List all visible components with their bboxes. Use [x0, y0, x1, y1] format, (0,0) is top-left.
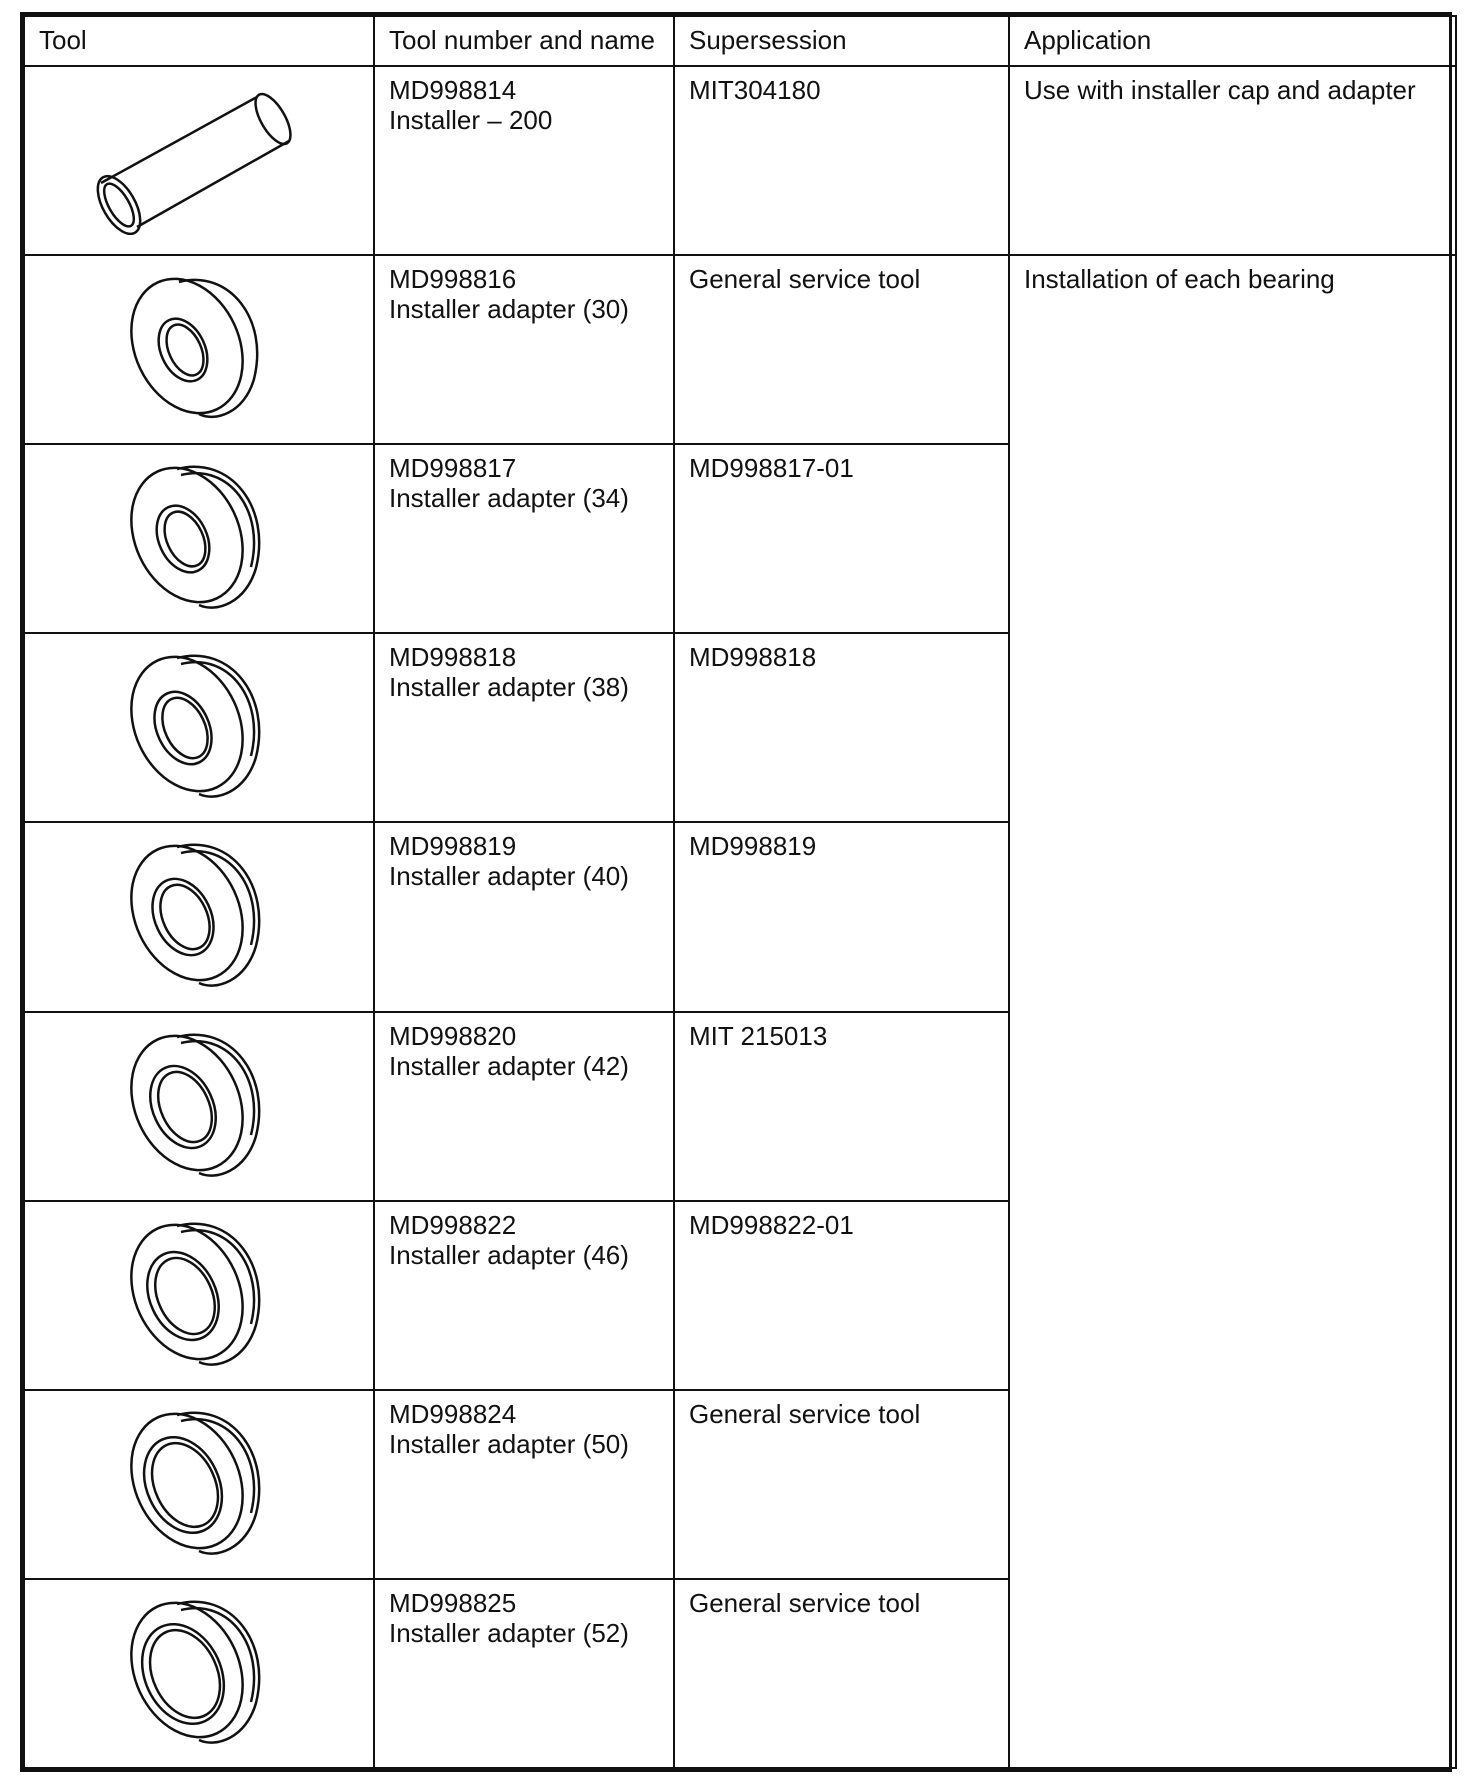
table-row: [24, 66, 1456, 255]
supersession-cell: [674, 66, 1009, 255]
tool-name: Installer adapter (46): [389, 1239, 629, 1270]
installer-adapter-ring-icon: [119, 1399, 279, 1559]
installer-adapter-ring-icon: [119, 453, 279, 613]
tool-image-cell: [24, 822, 374, 1011]
tool-number-name-cell: [374, 822, 674, 1011]
header-tool-number-and-name: Tool number and name: [374, 16, 674, 66]
installer-adapter-ring-icon: [119, 264, 279, 424]
supersession-value: MD998817-01: [689, 453, 854, 484]
tool-name: Installer adapter (42): [389, 1050, 629, 1081]
supersession-cell: [674, 822, 1009, 1011]
tool-number-name-cell: [374, 1201, 674, 1390]
header-application: Application: [1009, 16, 1456, 66]
supersession-value: MIT304180: [689, 75, 821, 105]
installer-adapter-ring-icon: [119, 1210, 279, 1370]
tool-number-name-cell: [374, 444, 674, 633]
tool-number: MD998816: [389, 264, 517, 295]
tool-number: MD998824: [389, 1398, 517, 1429]
tool-name: Installer – 200: [389, 105, 553, 135]
supersession-cell: [674, 1390, 1009, 1579]
application-text: Use with installer cap and adapter: [1024, 75, 1416, 105]
tool-number-name-cell: [374, 1579, 674, 1768]
tool-image-cell: [24, 1012, 374, 1201]
tool-number: MD998820: [389, 1020, 517, 1051]
supersession-cell: [674, 1012, 1009, 1201]
tool-image-cell: [24, 1390, 374, 1579]
supersession-value: MD998819: [689, 831, 817, 862]
table-header-row: [24, 16, 1456, 66]
tool-name: Installer adapter (52): [389, 1617, 629, 1648]
tool-image-cell: [24, 1201, 374, 1390]
tool-number-name-cell: [374, 66, 674, 255]
tool-number: MD998818: [389, 642, 517, 673]
tool-name: Installer adapter (50): [389, 1428, 629, 1459]
table-row: [24, 255, 1456, 444]
tool-image-cell: [24, 1579, 374, 1768]
application-cell: [1009, 255, 1456, 1768]
installer-adapter-ring-icon: [119, 642, 279, 802]
supersession-cell: [674, 633, 1009, 822]
tool-number-name-cell: [374, 633, 674, 822]
supersession-value: General service tool: [689, 264, 921, 295]
supersession-cell: [674, 444, 1009, 633]
tool-name: Installer adapter (38): [389, 672, 629, 703]
tool-number: MD998825: [389, 1587, 517, 1618]
tool-number: MD998819: [389, 831, 517, 862]
supersession-value: MD998818: [689, 642, 817, 673]
supersession-value: MIT 215013: [689, 1020, 828, 1051]
application-cell: [1009, 66, 1456, 255]
header-tool: Tool: [24, 16, 374, 66]
tool-image-cell: [24, 66, 374, 255]
tool-name: Installer adapter (40): [389, 861, 629, 892]
installer-adapter-ring-icon: [119, 1021, 279, 1181]
tool-number-name-cell: [374, 1390, 674, 1579]
installer-adapter-ring-icon: [119, 831, 279, 991]
tool-name: Installer adapter (34): [389, 483, 629, 514]
tool-number: MD998814: [389, 75, 517, 105]
supersession-cell: [674, 1579, 1009, 1768]
tool-number: MD998817: [389, 453, 517, 484]
application-text: Installation of each bearing: [1024, 264, 1335, 295]
supersession-cell: [674, 255, 1009, 444]
tool-image-cell: [24, 633, 374, 822]
installer-adapter-ring-icon: [119, 1588, 279, 1748]
tool-image-cell: [24, 255, 374, 444]
tool-number: MD998822: [389, 1209, 517, 1240]
supersession-value: General service tool: [689, 1398, 921, 1429]
tool-number-name-cell: [374, 255, 674, 444]
tool-image-cell: [24, 444, 374, 633]
tool-number-name-cell: [374, 1012, 674, 1201]
tool-table-sheet: [20, 12, 1452, 1772]
header-supersession: Supersession: [674, 16, 1009, 66]
tool-name: Installer adapter (30): [389, 294, 629, 325]
supersession-value: General service tool: [689, 1587, 921, 1618]
installer-tube-icon: [89, 75, 309, 235]
supersession-value: MD998822-01: [689, 1209, 854, 1240]
supersession-cell: [674, 1201, 1009, 1390]
special-tools-table: [23, 15, 1457, 1769]
